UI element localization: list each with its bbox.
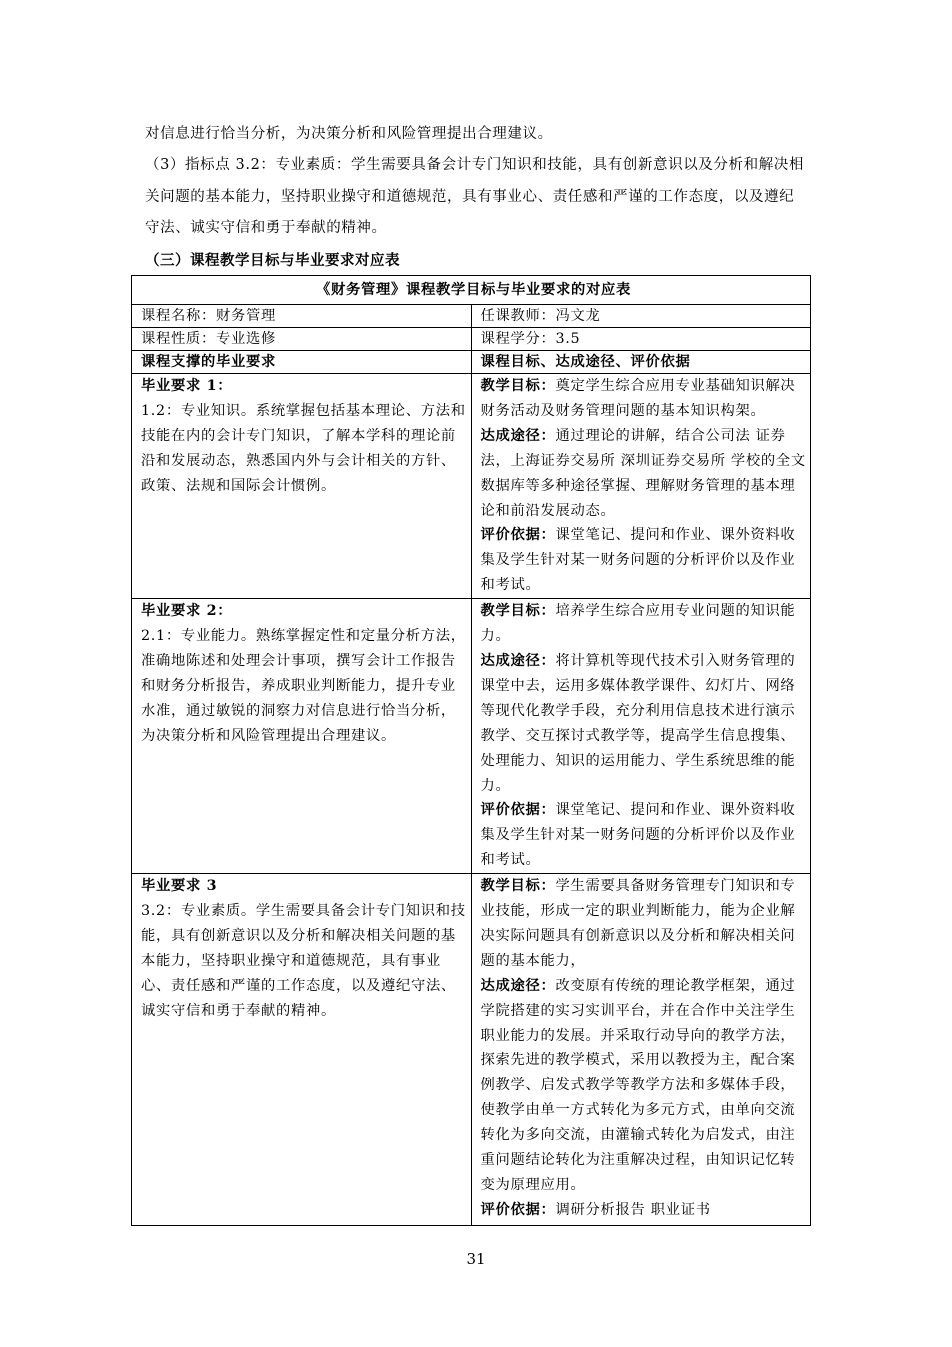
goal-label: 教学目标： <box>480 603 556 620</box>
col2-header: 课程目标、达成途径、评价依据 <box>471 351 811 374</box>
requirement-title: 毕业要求 3 <box>141 878 218 895</box>
path-label: 达成途径： <box>480 977 556 994</box>
requirement-body: 2.1：专业能力。熟练掌握定性和定量分析方法，准确地陈述和处理会计事项，撰写会计工作报告和财务分析报告，养成职业判断能力，提升专业水准，通过敏锐的洞察力对信息进行恰当分析，为决策分析和风险管理提出合理建议。 <box>141 628 466 744</box>
eval-text: 课堂笔记、提问和作业、课外资料收集及学生针对某一财务问题的分析评价以及作业和考试。 <box>480 802 796 869</box>
path-text: 将计算机等现代技术引入财务管理的课堂中去，运用多媒体教学课件、幻灯片、网络等现代化教学手段，充分利用信息技术进行演示教学、交互探讨式教学等，提高学生信息搜集、处理能力、知识的运用能力、学生系统思维的能力。 <box>480 652 796 794</box>
objective-cell <box>471 874 811 1226</box>
table-row <box>132 874 811 1226</box>
table-title: 《财务管理》课程教学目标与毕业要求的对应表 <box>132 276 811 305</box>
section-heading: （三）课程教学目标与毕业要求对应表 <box>145 252 400 269</box>
table-row <box>132 374 811 599</box>
goal-label: 教学目标： <box>480 878 556 895</box>
goal-label: 教学目标： <box>480 378 556 394</box>
path-label: 达成途径： <box>480 652 556 669</box>
teacher: 任课教师：冯文龙 <box>471 305 811 328</box>
table-row <box>132 599 811 874</box>
requirement-title: 毕业要求 2： <box>141 603 233 620</box>
eval-label: 评价依据： <box>480 1201 556 1218</box>
requirement-cell <box>132 599 472 874</box>
path-text: 改变原有传统的理论教学框架，通过学院搭建的实习实训平台，并在合作中关注学生职业能力的发展。并采取行动导向的教学方法，探索先进的教学模式，采用以教授为主，配合案例教学、启发式教学等教学方法和多媒体手段，使教学由单一方式转化为多元方式，由单向交流转化为多向交流，由灌输式转化为启发式，由注重问题结论转化为注重解决过程，由知识记忆转变为原理应用。 <box>480 977 796 1193</box>
path-label: 达成途径： <box>480 427 556 444</box>
requirement-cell <box>132 374 472 599</box>
requirement-body: 3.2：专业素质。学生需要具备会计专门知识和技能，具有创新意识以及分析和解决相关问题的基本能力，坚持职业操守和道德规范，具有事业心、责任感和严谨的工作态度，以及遵纪守法、诚实守信和勇于奉献的精神。 <box>141 903 466 1019</box>
goal-text: 学生需要具备财务管理专门知识和专业技能，形成一定的职业判断能力，能为企业解决实际问题具有创新意识以及分析和解决相关问题的基本能力， <box>480 878 796 969</box>
eval-text: 调研分析报告 职业证书 <box>555 1201 711 1218</box>
course-type: 课程性质：专业选修 <box>132 328 472 351</box>
intro-line: 对信息进行恰当分析，为决策分析和风险管理提出合理建议。 <box>145 126 553 142</box>
requirement-cell <box>132 874 472 1226</box>
eval-text: 课堂笔记、提问和作业、课外资料收集及学生针对某一财务问题的分析评价以及作业和考试。 <box>480 527 796 594</box>
intro-paragraph: （3）指标点 3.2：专业素质：学生需要具备会计专门知识和技能，具有创新意识以及分析和解决相关问题的基本能力，坚持职业操守和道德规范，具有事业心、责任感和严谨的工作态度，以及遵纪守法、诚实守信和勇于奉献的精神。 <box>145 157 804 236</box>
page-number: 31 <box>466 1250 486 1268</box>
eval-label: 评价依据： <box>480 527 556 544</box>
course-credits: 课程学分：3.5 <box>471 328 811 351</box>
objective-cell <box>471 599 811 874</box>
goal-text: 奠定学生综合应用专业基础知识解决财务活动及财务管理问题的基本知识构架。 <box>480 378 796 419</box>
course-name: 课程名称：财务管理 <box>132 305 472 328</box>
goal-text: 培养学生综合应用专业问题的知识能力。 <box>480 603 796 645</box>
col1-header: 课程支撑的毕业要求 <box>132 351 472 374</box>
mapping-table <box>131 275 811 1226</box>
objective-cell <box>471 374 811 599</box>
eval-label: 评价依据： <box>480 802 556 819</box>
path-text: 通过理论的讲解，结合公司法 证券法，上海证券交易所 深圳证券交易所 学校的全文数据库等多种途径掌握、理解财务管理的基本理论和前沿发展动态。 <box>480 427 806 519</box>
requirement-title: 毕业要求 1： <box>141 378 233 394</box>
requirement-body: 1.2：专业知识。系统掌握包括基本理论、方法和技能在内的会计专门知识，了解本学科的理论前沿和发展动态，熟悉国内外与会计相关的方针、政策、法规和国际会计惯例。 <box>141 402 466 494</box>
